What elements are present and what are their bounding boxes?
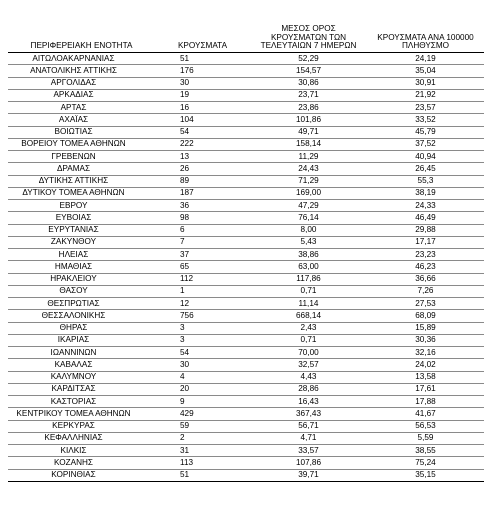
cases-per-100k-cell: 24,19 <box>367 53 484 65</box>
region-cell: ΗΜΑΘΙΑΣ <box>8 261 155 273</box>
table-row <box>8 236 484 248</box>
region-cell: ΓΡΕΒΕΝΩΝ <box>8 151 155 163</box>
avg-7-days-cell: 23,71 <box>250 89 367 101</box>
table-row <box>8 383 484 395</box>
header-avg-7-days: ΜΕΣΟΣ ΟΡΟΣ ΚΡΟΥΣΜΑΤΩΝ ΤΩΝ ΤΕΛΕΥΤΑΙΩΝ 7 ΗΜΕΡΩΝ <box>250 14 367 53</box>
header-row <box>8 14 484 53</box>
cases-cell: 30 <box>155 359 250 371</box>
avg-7-days-cell: 39,71 <box>250 469 367 481</box>
avg-7-days-cell: 367,43 <box>250 408 367 420</box>
table-row <box>8 445 484 457</box>
region-cell: ΑΧΑΪΑΣ <box>8 114 155 126</box>
table-row <box>8 77 484 89</box>
region-cell: ΔΡΑΜΑΣ <box>8 163 155 175</box>
header-region: ΠΕΡΙΦΕΡΕΙΑΚΗ ΕΝΟΤΗΤΑ <box>8 14 155 53</box>
cases-per-100k-cell: 38,55 <box>367 445 484 457</box>
cases-cell: 31 <box>155 445 250 457</box>
cases-per-100k-cell: 75,24 <box>367 457 484 469</box>
cases-per-100k-cell: 45,79 <box>367 126 484 138</box>
cases-cell: 187 <box>155 187 250 199</box>
table-row <box>8 187 484 199</box>
cases-cell: 12 <box>155 298 250 310</box>
avg-7-days-cell: 32,57 <box>250 359 367 371</box>
cases-per-100k-cell: 40,94 <box>367 151 484 163</box>
table-row <box>8 359 484 371</box>
cases-cell: 54 <box>155 347 250 359</box>
cases-per-100k-cell: 13,58 <box>367 371 484 383</box>
region-cell: ΘΕΣΣΑΛΟΝΙΚΗΣ <box>8 310 155 322</box>
cases-per-100k-cell: 35,04 <box>367 65 484 77</box>
table-row <box>8 224 484 236</box>
table-row <box>8 432 484 444</box>
cases-per-100k-cell: 7,26 <box>367 285 484 297</box>
cases-per-100k-cell: 21,92 <box>367 89 484 101</box>
avg-7-days-cell: 63,00 <box>250 261 367 273</box>
cases-per-100k-cell: 68,09 <box>367 310 484 322</box>
cases-per-100k-cell: 46,23 <box>367 261 484 273</box>
avg-7-days-cell: 101,86 <box>250 114 367 126</box>
region-cell: ΕΥΡΥΤΑΝΙΑΣ <box>8 224 155 236</box>
table-row <box>8 89 484 101</box>
cases-cell: 51 <box>155 53 250 65</box>
table-header <box>8 14 484 53</box>
region-cell: ΙΩΑΝΝΙΝΩΝ <box>8 347 155 359</box>
avg-7-days-cell: 5,43 <box>250 236 367 248</box>
region-cell: ΚΕΦΑΛΛΗΝΙΑΣ <box>8 432 155 444</box>
table-body <box>8 53 484 482</box>
avg-7-days-cell: 169,00 <box>250 187 367 199</box>
avg-7-days-cell: 0,71 <box>250 285 367 297</box>
avg-7-days-cell: 28,86 <box>250 383 367 395</box>
table-row <box>8 298 484 310</box>
region-cell: ΖΑΚΥΝΘΟΥ <box>8 236 155 248</box>
avg-7-days-cell: 11,29 <box>250 151 367 163</box>
cases-cell: 98 <box>155 212 250 224</box>
avg-7-days-cell: 16,43 <box>250 396 367 408</box>
avg-7-days-cell: 107,86 <box>250 457 367 469</box>
cases-per-100k-cell: 38,19 <box>367 187 484 199</box>
table-row <box>8 310 484 322</box>
region-cell: ΗΛΕΙΑΣ <box>8 249 155 261</box>
cases-cell: 112 <box>155 273 250 285</box>
region-cell: ΘΑΣΟΥ <box>8 285 155 297</box>
region-cell: ΚΟΖΑΝΗΣ <box>8 457 155 469</box>
cases-per-100k-cell: 17,88 <box>367 396 484 408</box>
cases-per-100k-cell: 46,49 <box>367 212 484 224</box>
cases-cell: 51 <box>155 469 250 481</box>
table-row <box>8 408 484 420</box>
header-cases: ΚΡΟΥΣΜΑΤΑ <box>155 14 250 53</box>
avg-7-days-cell: 154,57 <box>250 65 367 77</box>
avg-7-days-cell: 2,43 <box>250 322 367 334</box>
cases-per-100k-cell: 29,88 <box>367 224 484 236</box>
region-cell: ΑΝΑΤΟΛΙΚΗΣ ΑΤΤΙΚΗΣ <box>8 65 155 77</box>
cases-cell: 222 <box>155 138 250 150</box>
region-cell: ΚΑΡΔΙΤΣΑΣ <box>8 383 155 395</box>
cases-per-100k-cell: 33,52 <box>367 114 484 126</box>
avg-7-days-cell: 117,86 <box>250 273 367 285</box>
cases-cell: 13 <box>155 151 250 163</box>
region-cell: ΘΕΣΠΡΩΤΙΑΣ <box>8 298 155 310</box>
avg-7-days-cell: 4,43 <box>250 371 367 383</box>
region-cell: ΚΕΝΤΡΙΚΟΥ ΤΟΜΕΑ ΑΘΗΝΩΝ <box>8 408 155 420</box>
cases-cell: 16 <box>155 102 250 114</box>
cases-per-100k-cell: 56,53 <box>367 420 484 432</box>
table-row <box>8 53 484 65</box>
cases-cell: 9 <box>155 396 250 408</box>
region-cell: ΗΡΑΚΛΕΙΟΥ <box>8 273 155 285</box>
table-row <box>8 114 484 126</box>
cases-per-100k-cell: 23,23 <box>367 249 484 261</box>
avg-7-days-cell: 23,86 <box>250 102 367 114</box>
avg-7-days-cell: 0,71 <box>250 334 367 346</box>
avg-7-days-cell: 71,29 <box>250 175 367 187</box>
cases-per-100k-cell: 17,17 <box>367 236 484 248</box>
region-cell: ΘΗΡΑΣ <box>8 322 155 334</box>
region-cell: ΚΑΒΑΛΑΣ <box>8 359 155 371</box>
cases-cell: 1 <box>155 285 250 297</box>
cases-per-100k-cell: 24,33 <box>367 200 484 212</box>
cases-per-100k-cell: 41,67 <box>367 408 484 420</box>
cases-cell: 65 <box>155 261 250 273</box>
table-row <box>8 285 484 297</box>
cases-cell: 756 <box>155 310 250 322</box>
region-cell: ΚΟΡΙΝΘΙΑΣ <box>8 469 155 481</box>
table-row <box>8 273 484 285</box>
region-cell: ΚΙΛΚΙΣ <box>8 445 155 457</box>
table-row <box>8 347 484 359</box>
region-cell: ΑΡΓΟΛΙΔΑΣ <box>8 77 155 89</box>
table-row <box>8 65 484 77</box>
region-cell: ΒΟΙΩΤΙΑΣ <box>8 126 155 138</box>
avg-7-days-cell: 76,14 <box>250 212 367 224</box>
cases-cell: 54 <box>155 126 250 138</box>
cases-cell: 3 <box>155 322 250 334</box>
avg-7-days-cell: 33,57 <box>250 445 367 457</box>
avg-7-days-cell: 47,29 <box>250 200 367 212</box>
cases-table <box>8 14 484 482</box>
avg-7-days-cell: 30,86 <box>250 77 367 89</box>
region-cell: ΒΟΡΕΙΟΥ ΤΟΜΕΑ ΑΘΗΝΩΝ <box>8 138 155 150</box>
cases-cell: 37 <box>155 249 250 261</box>
cases-per-100k-cell: 27,53 <box>367 298 484 310</box>
table-row <box>8 163 484 175</box>
cases-cell: 104 <box>155 114 250 126</box>
table-row <box>8 420 484 432</box>
cases-cell: 20 <box>155 383 250 395</box>
cases-cell: 89 <box>155 175 250 187</box>
cases-per-100k-cell: 26,45 <box>367 163 484 175</box>
cases-per-100k-cell: 30,91 <box>367 77 484 89</box>
cases-cell: 4 <box>155 371 250 383</box>
region-cell: ΑΡΤΑΣ <box>8 102 155 114</box>
avg-7-days-cell: 38,86 <box>250 249 367 261</box>
table-row <box>8 102 484 114</box>
region-cell: ΚΕΡΚΥΡΑΣ <box>8 420 155 432</box>
table-row <box>8 249 484 261</box>
avg-7-days-cell: 56,71 <box>250 420 367 432</box>
cases-per-100k-cell: 17,61 <box>367 383 484 395</box>
cases-per-100k-cell: 15,89 <box>367 322 484 334</box>
cases-cell: 7 <box>155 236 250 248</box>
avg-7-days-cell: 52,29 <box>250 53 367 65</box>
table-row <box>8 261 484 273</box>
table-row <box>8 151 484 163</box>
region-cell: ΚΑΣΤΟΡΙΑΣ <box>8 396 155 408</box>
table-row <box>8 200 484 212</box>
cases-cell: 36 <box>155 200 250 212</box>
cases-cell: 19 <box>155 89 250 101</box>
cases-cell: 2 <box>155 432 250 444</box>
table-row <box>8 322 484 334</box>
cases-cell: 113 <box>155 457 250 469</box>
region-cell: ΔΥΤΙΚΗΣ ΑΤΤΙΚΗΣ <box>8 175 155 187</box>
region-cell: ΕΒΡΟΥ <box>8 200 155 212</box>
cases-per-100k-cell: 55,3 <box>367 175 484 187</box>
cases-per-100k-cell: 35,15 <box>367 469 484 481</box>
table-row <box>8 457 484 469</box>
region-cell: ΔΥΤΙΚΟΥ ΤΟΜΕΑ ΑΘΗΝΩΝ <box>8 187 155 199</box>
avg-7-days-cell: 8,00 <box>250 224 367 236</box>
avg-7-days-cell: 49,71 <box>250 126 367 138</box>
avg-7-days-cell: 11,14 <box>250 298 367 310</box>
region-cell: ΑΡΚΑΔΙΑΣ <box>8 89 155 101</box>
cases-per-100k-cell: 36,66 <box>367 273 484 285</box>
cases-cell: 3 <box>155 334 250 346</box>
table-row <box>8 334 484 346</box>
cases-cell: 30 <box>155 77 250 89</box>
cases-per-100k-cell: 5,59 <box>367 432 484 444</box>
cases-cell: 26 <box>155 163 250 175</box>
cases-per-100k-cell: 30,36 <box>367 334 484 346</box>
table-row <box>8 138 484 150</box>
avg-7-days-cell: 158,14 <box>250 138 367 150</box>
region-cell: ΚΑΛΥΜΝΟΥ <box>8 371 155 383</box>
table-row <box>8 175 484 187</box>
region-cell: ΙΚΑΡΙΑΣ <box>8 334 155 346</box>
cases-cell: 429 <box>155 408 250 420</box>
table-row <box>8 371 484 383</box>
cases-per-100k-cell: 32,16 <box>367 347 484 359</box>
avg-7-days-cell: 668,14 <box>250 310 367 322</box>
avg-7-days-cell: 70,00 <box>250 347 367 359</box>
cases-cell: 59 <box>155 420 250 432</box>
cases-cell: 6 <box>155 224 250 236</box>
table-row <box>8 212 484 224</box>
cases-per-100k-cell: 24,02 <box>367 359 484 371</box>
cases-per-100k-cell: 37,52 <box>367 138 484 150</box>
table-row <box>8 126 484 138</box>
cases-cell: 176 <box>155 65 250 77</box>
table-row <box>8 469 484 481</box>
avg-7-days-cell: 4,71 <box>250 432 367 444</box>
cases-per-100k-cell: 23,57 <box>367 102 484 114</box>
header-cases-per-100k: ΚΡΟΥΣΜΑΤΑ ΑΝΑ 100000 ΠΛΗΘΥΣΜΟ <box>367 14 484 53</box>
region-cell: ΕΥΒΟΙΑΣ <box>8 212 155 224</box>
avg-7-days-cell: 24,43 <box>250 163 367 175</box>
region-cell: ΑΙΤΩΛΟΑΚΑΡΝΑΝΙΑΣ <box>8 53 155 65</box>
table-row <box>8 396 484 408</box>
